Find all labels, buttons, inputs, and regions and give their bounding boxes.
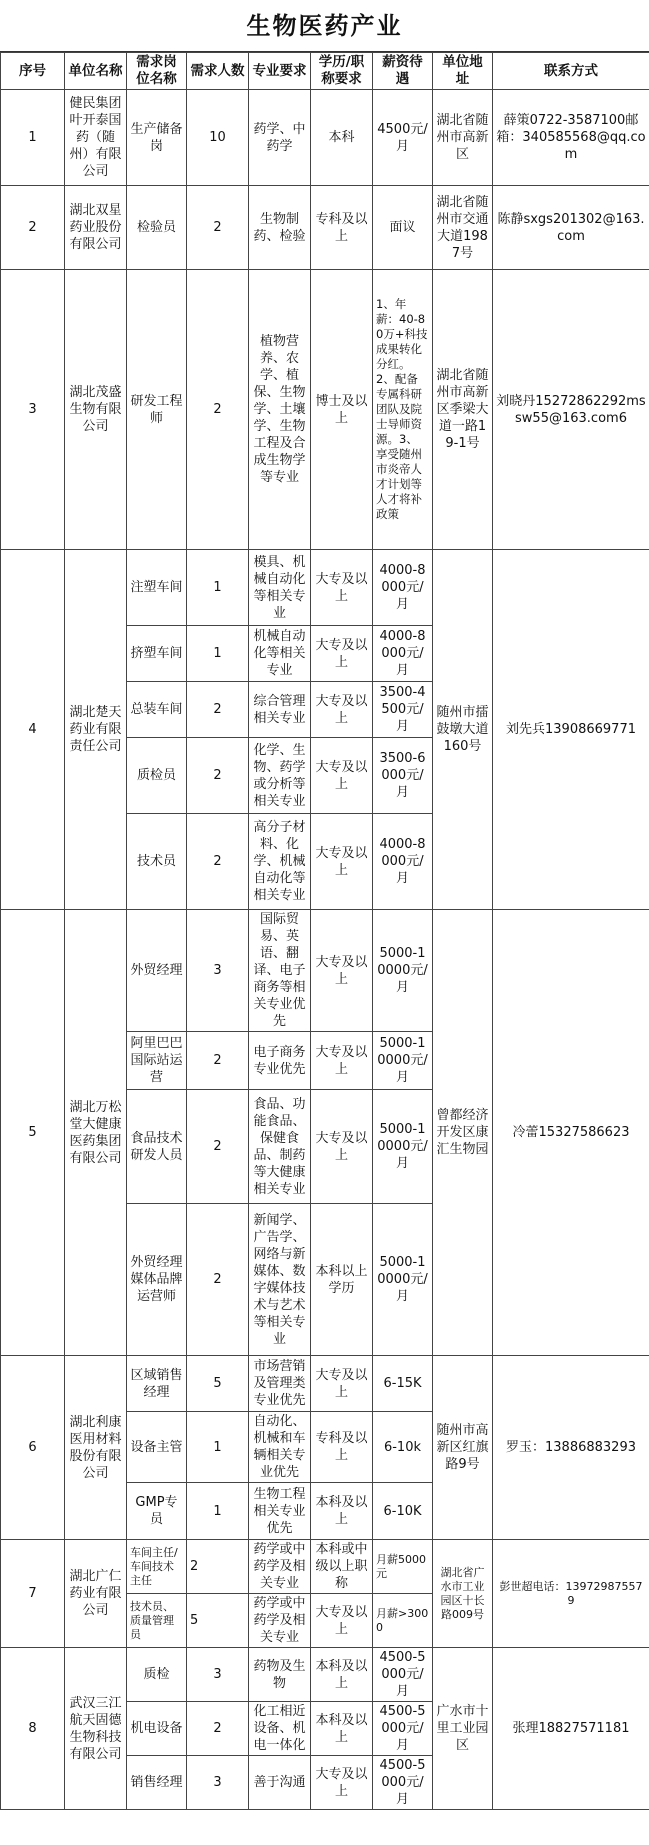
cell-company: 湖北茂盛生物有限公司 xyxy=(65,270,127,550)
cell-count: 2 xyxy=(187,738,249,814)
cell-contact: 冷蕾15327586623 xyxy=(493,910,649,1356)
cell-major: 化工相近设备、机电一体化 xyxy=(249,1702,311,1756)
cell-position: 研发工程师 xyxy=(127,270,187,550)
cell-salary: 月薪>3000 xyxy=(373,1594,433,1648)
cell-education: 本科及以上 xyxy=(311,1483,373,1540)
cell-salary: 面议 xyxy=(373,186,433,270)
cell-count: 2 xyxy=(187,1702,249,1756)
cell-education: 大专及以上 xyxy=(311,814,373,910)
cell-major: 生物工程相关专业优先 xyxy=(249,1483,311,1540)
cell-education: 本科以上学历 xyxy=(311,1204,373,1356)
cell-salary: 5000-10000元/月 xyxy=(373,1032,433,1090)
col-header-salary: 薪资待遇 xyxy=(373,53,433,90)
cell-salary: 4500-5000元/月 xyxy=(373,1702,433,1756)
cell-no: 7 xyxy=(1,1540,65,1648)
cell-position: 质检 xyxy=(127,1648,187,1702)
job-table xyxy=(0,52,649,1810)
cell-no: 3 xyxy=(1,270,65,550)
cell-education: 大专及以上 xyxy=(311,1090,373,1204)
table-row xyxy=(1,1540,649,1594)
cell-education: 本科及以上 xyxy=(311,1702,373,1756)
cell-address: 湖北省广水市工业园区十长路009号 xyxy=(433,1540,493,1648)
cell-contact: 彭世超电话：13972987557 9 xyxy=(493,1540,649,1648)
page-title: 生物医药产业 xyxy=(0,0,649,52)
cell-position: 质检员 xyxy=(127,738,187,814)
col-header-address: 单位地址 xyxy=(433,53,493,90)
cell-count: 2 xyxy=(187,682,249,738)
table-row xyxy=(1,1356,649,1412)
cell-company: 健民集团叶开泰国药（随州）有限公司 xyxy=(65,90,127,186)
cell-salary: 4500-5000元/月 xyxy=(373,1648,433,1702)
col-header-no: 序号 xyxy=(1,53,65,90)
col-header-count: 需求人数 xyxy=(187,53,249,90)
cell-address: 随州市擂鼓墩大道160号 xyxy=(433,550,493,910)
cell-count: 2 xyxy=(187,1204,249,1356)
cell-salary: 月薪5000元 xyxy=(373,1540,433,1594)
cell-education: 大专及以上 xyxy=(311,738,373,814)
cell-education: 大专及以上 xyxy=(311,1032,373,1090)
cell-no: 5 xyxy=(1,910,65,1356)
cell-count: 2 xyxy=(187,1540,249,1594)
cell-salary: 4500-5000元/月 xyxy=(373,1756,433,1810)
cell-education: 博士及以上 xyxy=(311,270,373,550)
cell-no: 1 xyxy=(1,90,65,186)
cell-education: 大专及以上 xyxy=(311,626,373,682)
cell-position: 销售经理 xyxy=(127,1756,187,1810)
cell-salary: 6-15K xyxy=(373,1356,433,1412)
cell-count: 3 xyxy=(187,910,249,1032)
cell-address: 曾都经济开发区康汇生物园 xyxy=(433,910,493,1356)
cell-position: 注塑车间 xyxy=(127,550,187,626)
cell-company: 武汉三江航天固德生物科技有限公司 xyxy=(65,1648,127,1810)
cell-education: 本科及以上 xyxy=(311,1648,373,1702)
col-header-major: 专业要求 xyxy=(249,53,311,90)
cell-company: 湖北万松堂大健康医药集团有限公司 xyxy=(65,910,127,1356)
cell-position: 总装车间 xyxy=(127,682,187,738)
cell-major: 食品、功能食品、保健食品、制药等大健康相关专业 xyxy=(249,1090,311,1204)
cell-no: 6 xyxy=(1,1356,65,1540)
cell-education: 大专及以上 xyxy=(311,1594,373,1648)
cell-contact: 薛策0722-3587100邮箱：340585568@qq.com xyxy=(493,90,649,186)
cell-contact: 罗玉：13886883293 xyxy=(493,1356,649,1540)
cell-company: 湖北楚天药业有限责任公司 xyxy=(65,550,127,910)
cell-count: 2 xyxy=(187,270,249,550)
cell-count: 3 xyxy=(187,1756,249,1810)
cell-position: 生产储备岗 xyxy=(127,90,187,186)
cell-salary: 4000-8000元/月 xyxy=(373,814,433,910)
cell-count: 3 xyxy=(187,1648,249,1702)
cell-position: 技术员、质量管理员 xyxy=(127,1594,187,1648)
cell-contact: 刘晓丹15272862292mssw55@163.com6 xyxy=(493,270,649,550)
cell-position: 阿里巴巴国际站运营 xyxy=(127,1032,187,1090)
cell-contact: 刘先兵13908669771 xyxy=(493,550,649,910)
cell-position: 车间主任/车间技术主任 xyxy=(127,1540,187,1594)
cell-salary: 5000-10000元/月 xyxy=(373,910,433,1032)
cell-count: 10 xyxy=(187,90,249,186)
cell-position: 技术员 xyxy=(127,814,187,910)
cell-position: 机电设备 xyxy=(127,1702,187,1756)
cell-company: 湖北利康医用材料股份有限公司 xyxy=(65,1356,127,1540)
col-header-position: 需求岗位名称 xyxy=(127,53,187,90)
cell-count: 2 xyxy=(187,1090,249,1204)
cell-count: 2 xyxy=(187,186,249,270)
table-row xyxy=(1,550,649,626)
cell-position: 检验员 xyxy=(127,186,187,270)
cell-salary xyxy=(373,270,433,550)
cell-company: 湖北双星药业股份有限公司 xyxy=(65,186,127,270)
cell-position: 挤塑车间 xyxy=(127,626,187,682)
cell-count: 5 xyxy=(187,1356,249,1412)
cell-salary: 6-10K xyxy=(373,1483,433,1540)
cell-salary: 5000-10000元/月 xyxy=(373,1090,433,1204)
cell-no: 8 xyxy=(1,1648,65,1810)
cell-major: 善于沟通 xyxy=(249,1756,311,1810)
cell-contact: 张理18827571181 xyxy=(493,1648,649,1810)
table-row xyxy=(1,90,649,186)
cell-major: 药学或中药学及相关专业 xyxy=(249,1540,311,1594)
cell-salary: 5000-10000元/月 xyxy=(373,1204,433,1356)
cell-major: 高分子材料、化学、机械自动化等相关专业 xyxy=(249,814,311,910)
cell-major: 化学、生物、药学或分析等相关专业 xyxy=(249,738,311,814)
cell-major: 药学或中药学及相关专业 xyxy=(249,1594,311,1648)
cell-salary: 6-10k xyxy=(373,1412,433,1483)
cell-salary: 3500-6000元/月 xyxy=(373,738,433,814)
cell-major: 机械自动化等相关专业 xyxy=(249,626,311,682)
header-row xyxy=(1,53,649,90)
cell-salary: 4000-8000元/月 xyxy=(373,550,433,626)
cell-company: 湖北广仁药业有限公司 xyxy=(65,1540,127,1648)
cell-position: 外贸经理 xyxy=(127,910,187,1032)
cell-position: 设备主管 xyxy=(127,1412,187,1483)
cell-salary: 4000-8000元/月 xyxy=(373,626,433,682)
cell-major: 电子商务专业优先 xyxy=(249,1032,311,1090)
table-row xyxy=(1,1648,649,1702)
cell-salary: 4500元/月 xyxy=(373,90,433,186)
cell-major: 生物制药、检验 xyxy=(249,186,311,270)
cell-address: 随州市高新区红旗路9号 xyxy=(433,1356,493,1540)
cell-education: 大专及以上 xyxy=(311,550,373,626)
cell-no: 2 xyxy=(1,186,65,270)
cell-education: 本科或中级以上职称 xyxy=(311,1540,373,1594)
cell-contact: 陈静sxgs201302@163.com xyxy=(493,186,649,270)
table-row xyxy=(1,910,649,1032)
cell-count: 2 xyxy=(187,814,249,910)
cell-count: 1 xyxy=(187,550,249,626)
col-header-contact: 联系方式 xyxy=(493,53,649,90)
cell-position: 区域销售经理 xyxy=(127,1356,187,1412)
cell-count: 5 xyxy=(187,1594,249,1648)
cell-education: 大专及以上 xyxy=(311,682,373,738)
cell-major: 国际贸易、英语、翻译、电子商务等相关专业优先 xyxy=(249,910,311,1032)
col-header-company: 单位名称 xyxy=(65,53,127,90)
cell-education: 大专及以上 xyxy=(311,1356,373,1412)
cell-count: 1 xyxy=(187,1483,249,1540)
col-header-education: 学历/职称要求 xyxy=(311,53,373,90)
cell-count: 1 xyxy=(187,1412,249,1483)
salary-text: 1、年薪：40-80万+科技成果转化分红。2、配备专属科研团队及院士导师资源。3、享受随州市炎帝人才计划等人才将补政策 xyxy=(376,297,428,521)
table-row xyxy=(1,270,649,550)
cell-address: 广水市十里工业园区 xyxy=(433,1648,493,1810)
cell-major: 模具、机械自动化等相关专业 xyxy=(249,550,311,626)
cell-count: 2 xyxy=(187,1032,249,1090)
cell-education: 大专及以上 xyxy=(311,1756,373,1810)
cell-education: 专科及以上 xyxy=(311,186,373,270)
cell-major: 植物营养、农学、植保、生物学、土壤学、生物工程及合成生物学等专业 xyxy=(249,270,311,550)
cell-address: 湖北省随州市高新区季梁大道一路19-1号 xyxy=(433,270,493,550)
cell-position: 外贸经理媒体品牌运营师 xyxy=(127,1204,187,1356)
cell-education: 本科 xyxy=(311,90,373,186)
cell-education: 大专及以上 xyxy=(311,910,373,1032)
table-row xyxy=(1,186,649,270)
cell-major: 药学、中药学 xyxy=(249,90,311,186)
cell-no: 4 xyxy=(1,550,65,910)
cell-address: 湖北省随州市交通大道1987号 xyxy=(433,186,493,270)
cell-position: 食品技术研发人员 xyxy=(127,1090,187,1204)
cell-major: 市场营销及管理类专业优先 xyxy=(249,1356,311,1412)
cell-major: 新闻学、广告学、网络与新媒体、数字媒体技术与艺术等相关专业 xyxy=(249,1204,311,1356)
cell-address: 湖北省随州市高新区 xyxy=(433,90,493,186)
cell-education: 专科及以上 xyxy=(311,1412,373,1483)
cell-major: 药物及生物 xyxy=(249,1648,311,1702)
cell-major: 综合管理相关专业 xyxy=(249,682,311,738)
cell-position: GMP专员 xyxy=(127,1483,187,1540)
cell-salary: 3500-4500元/月 xyxy=(373,682,433,738)
cell-count: 1 xyxy=(187,626,249,682)
cell-major: 自动化、机械和车辆相关专业优先 xyxy=(249,1412,311,1483)
